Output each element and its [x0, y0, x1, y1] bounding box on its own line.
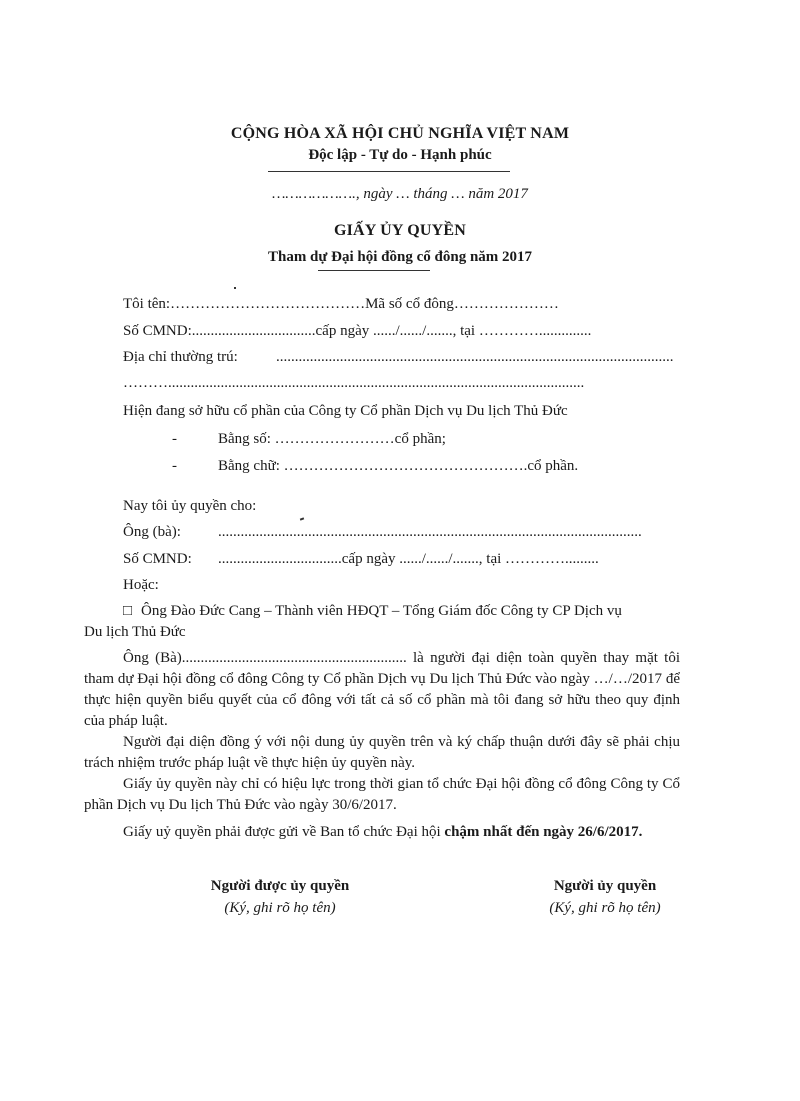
grantor-signature-note: (Ký, ghi rõ họ tên): [549, 900, 661, 916]
deadline-date: chậm nhất đến ngày 26/6/2017.: [444, 824, 643, 840]
deadline-text: Giấy uỷ quyền phải được gửi về Ban tổ chức Đại hội: [123, 824, 445, 840]
proxy-signature-title: Người được ủy quyền: [210, 878, 350, 894]
proxy-intro: Nay tôi ủy quyền cho:: [123, 498, 257, 514]
document-subtitle: Tham dự Đại hội đồng cổ đông năm 2017: [267, 249, 533, 265]
acceptance-paragraph: Người đại diện đồng ý với nội dung ủy quyền trên và ký chấp thuận dưới đây sẽ phải chịu trách nhiệm trước pháp luật về thực hiện ủy quyền này.: [84, 734, 680, 771]
country-heading: CỘNG HÒA XÃ HỘI CHỦ NGHĨA VIỆT NAM: [230, 125, 570, 142]
shares-intro: Hiện đang sở hữu cổ phần của Công ty Cổ phần Dịch vụ Du lịch Thủ Đức: [123, 403, 568, 419]
shares-words-line: Bằng chữ: ………………………………………….cổ phần.: [218, 458, 579, 474]
grantor-address-label: Địa chỉ thường trú:: [123, 349, 238, 365]
proxy-id-dots: .................................cấp ngày ....../....../......., tại ………….........: [218, 551, 599, 567]
validity-paragraph: Giấy ủy quyền này chỉ có hiệu lực trong thời gian tổ chức Đại hội đồng cổ đông Công ty Cổ phần Dịch vụ Du lịch Thủ Đức vào ngày 30/6/2017.: [84, 776, 680, 813]
subtitle-underline: [318, 270, 430, 271]
proxy-id-label: Số CMND:: [123, 551, 192, 567]
grantor-signature-title: Người ủy quyền: [553, 878, 657, 894]
proxy-signature-note: (Ký, ghi rõ họ tên): [224, 900, 336, 916]
grantor-address-dots: ..........................................................................................................: [276, 349, 674, 365]
motto-underline: [268, 171, 510, 172]
place-date-line: ………………., ngày … tháng … năm 2017: [272, 186, 528, 202]
shares-words-dash: -: [172, 458, 177, 474]
checkbox-icon: □: [123, 603, 133, 619]
scan-speck: [300, 517, 304, 520]
proxy-option-line1: Ông Đào Đức Cang – Thành viên HĐQT – Tổng Giám đốc Công ty CP Dịch vụ: [141, 603, 622, 619]
grantor-id-line: Số CMND:.................................cấp ngày ....../....../......., tại …………..............: [123, 323, 592, 339]
shares-number-dash: -: [172, 431, 177, 447]
document-title: GIẤY ỦY QUYỀN: [333, 222, 467, 239]
proxy-name-dots: .................................................................................................................: [218, 524, 642, 540]
or-label: Hoặc:: [123, 577, 159, 593]
proxy-name-label: Ông (bà):: [123, 524, 181, 540]
grantor-address-line2: ………...............................................................................................................: [123, 375, 585, 391]
deadline-paragraph: [84, 822, 680, 843]
scan-speck: [234, 287, 236, 289]
shares-number-line: Bằng số: ……………………cổ phần;: [218, 431, 446, 447]
motto: Độc lập - Tự do - Hạnh phúc: [308, 147, 492, 163]
authority-paragraph: Ông (Bà)............................................................ là người đại diện toàn quyền thay mặt tôi tham dự Đại hội đồng cổ đông Công ty Cổ phần Dịch vụ Du lịch Thủ Đức vào ngày …/…/2017 để thực hiện quyền biểu quyết của cổ đông với tất cả số cổ phần mà tôi đang sở hữu theo quy định của pháp luật.: [84, 650, 680, 729]
grantor-name-line: Tôi tên:…………………………………Mã số cổ đông…………………: [123, 296, 559, 312]
proxy-option-line2: Du lịch Thủ Đức: [84, 624, 186, 640]
